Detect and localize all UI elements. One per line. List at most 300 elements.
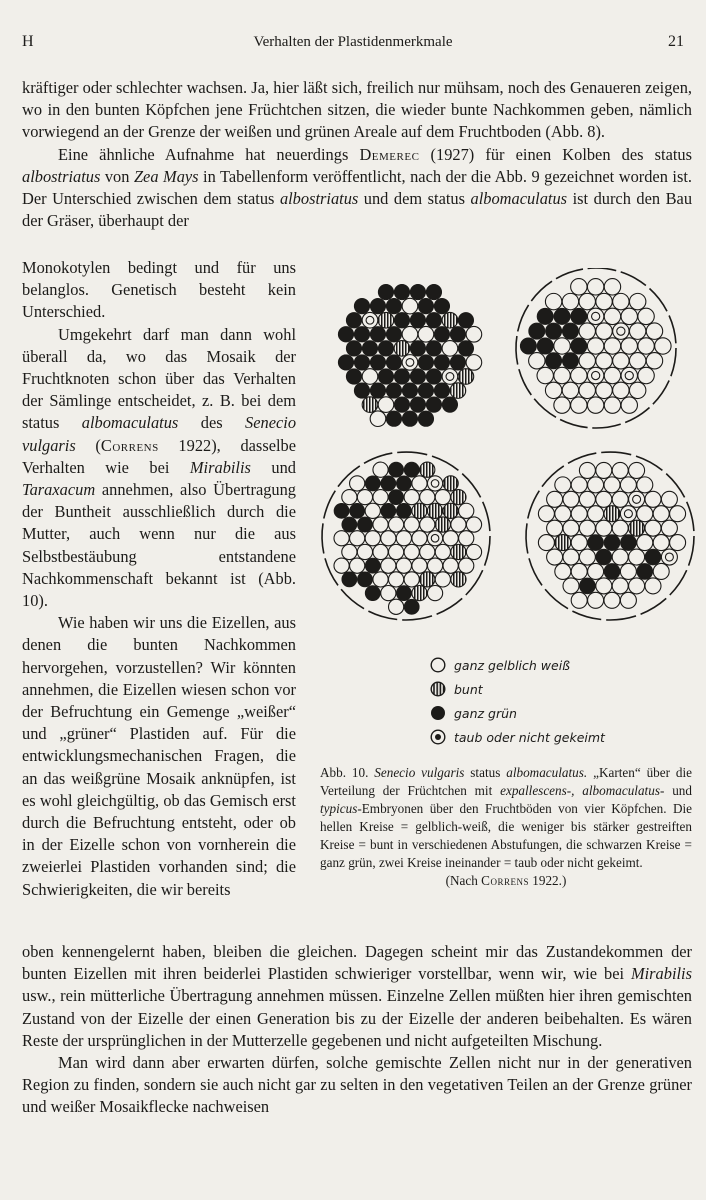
receptacle-map-1-bract [367,275,395,285]
receptacle-map-2-fruit-38 [613,353,629,369]
receptacle-map-1-fruit-22 [402,326,418,342]
running-header [22,33,684,55]
receptacle-map-1-fruit-11 [362,312,378,328]
receptacle-map-2-fruit-3 [545,293,561,309]
receptacle-map-3-fruit-1 [389,462,404,477]
receptacle-map-4-fruit-62 [612,578,628,594]
receptacle-map-4-bract [545,589,568,608]
receptacle-map-4-fruit-6 [588,477,604,493]
receptacle-map-3-fruit-68 [404,572,419,587]
receptacle-map-3-fruit-56 [350,558,365,573]
receptacle-map-4-fruit-13 [596,491,612,507]
receptacle-map-2-fruit-8 [629,293,645,309]
receptacle-map-2-fruit-39 [629,353,645,369]
receptacle-map-2-fruit-26 [554,338,570,354]
receptacle-map-4-fruit-66 [588,592,604,608]
receptacle-map-4-fruit-38 [588,535,604,551]
receptacle-map-2-fruit-25 [537,338,553,354]
receptacle-map-1-fruit-7 [402,298,418,314]
receptacle-map-4-fruit-22 [604,506,620,522]
receptacle-map-4-fruit-3 [629,462,645,478]
receptacle-map-4-fruit-52 [555,563,571,579]
receptacle-map-2-fruit-47 [638,367,654,383]
receptacle-map-1-fruit-16 [442,312,458,328]
receptacle-map-3-fruit-27 [459,503,474,518]
receptacle-map-4-fruit-56 [620,563,636,579]
receptacle-map-1-fruit-25 [450,326,466,342]
receptacle-map-2 [516,268,676,428]
receptacle-map-1-fruit-1 [394,284,410,300]
paragraph-3: Umgekehrt darf man dann wohl überall da, wo das Mosaik der Fruchtknoten schon über das Verhalten der Sämlinge entscheidet, z. B. bei dem status albomaculatus des Senecio vulgaris (Correns 1922), dasselbe Verhalten wie bei Mirabilis und Taraxacum annehmen, also Übertragung der Buntheit ausschließlich durch die Mutter, auch wenn nur die aus Selbstbestäubung entstandene Nachkommenschaft bekannt ist (Abb. 10). [22,324,297,611]
receptacle-map-1-fruit-20 [370,326,386,342]
header-letter: H [22,33,34,50]
receptacle-map-3-fruit-29 [357,517,372,532]
receptacle-map-4-bract [689,536,694,566]
receptacle-map-1-fruit-14 [410,312,426,328]
receptacle-map-2-fruit-15 [638,308,654,324]
receptacle-map-1-fruit-53 [370,383,386,399]
receptacle-map-1-fruit-32 [426,341,442,357]
receptacle-map-1-fruit-68 [418,411,434,427]
receptacle-map-2-fruit-2 [604,279,620,295]
receptacle-map-1-fruit-42 [450,355,466,371]
receptacle-map-3-fruit-77 [389,599,404,614]
author-demerec: Demerec [359,144,420,164]
receptacle-map-1-fruit-48 [410,369,426,385]
receptacle-map-1 [326,274,490,438]
receptacle-map-3-fruit-22 [381,503,396,518]
receptacle-map-4-fruit-34 [661,520,677,536]
receptacle-map-3-fruit-21 [365,503,380,518]
receptacle-map-3 [322,452,490,620]
receptacle-map-3-fruit-14 [389,490,404,505]
receptacle-map-4-fruit-54 [588,563,604,579]
receptacle-map-2-bract [621,272,646,286]
receptacle-map-3-fruit-40 [381,531,396,546]
receptacle-map-1-fruit-57 [434,383,450,399]
receptacle-map-3-fruit-62 [443,558,458,573]
receptacle-map-3-fruit-6 [381,476,396,491]
receptacle-map-2-bract [516,336,518,365]
receptacle-map-4-fruit-20 [571,506,587,522]
open-circle-icon [430,657,446,673]
receptacle-map-3-bract [397,452,427,455]
receptacle-map-1-fruit-29 [378,341,394,357]
receptacle-map-2-fruit-40 [646,353,662,369]
receptacle-map-4-fruit-53 [571,563,587,579]
receptacle-map-4 [526,452,694,620]
receptacle-map-3-fruit-64 [342,572,357,587]
page-number: 21 [668,33,684,50]
receptacle-map-2-bract [669,316,676,344]
receptacle-map-3-fruit-28 [342,517,357,532]
receptacle-map-4-fruit-58 [653,563,669,579]
receptacle-map-1-fruit-35 [338,355,354,371]
receptacle-map-3-bract [402,616,432,620]
legend-row-sterile [430,725,670,749]
receptacle-map-3-bract [437,598,463,614]
receptacle-map-2-fruit-29 [604,338,620,354]
legend-label-sterile: taub oder nicht gekeimt [454,729,605,745]
legend-row-green [430,701,670,725]
receptacle-map-2-fruit-14 [621,308,637,324]
receptacle-map-4-fruit-31 [612,520,628,536]
receptacle-map-1-fruit-64 [442,397,458,413]
receptacle-map-3-fruit-53 [451,544,466,559]
receptacle-map-2-fruit-1 [587,279,603,295]
receptacle-map-3-fruit-44 [443,531,458,546]
receptacle-map-2-fruit-48 [545,382,561,398]
receptacle-map-4-fruit-48 [612,549,628,565]
receptacle-map-4-fruit-36 [555,535,571,551]
receptacle-map-4-fruit-60 [579,578,595,594]
receptacle-map-2-fruit-54 [554,397,570,413]
receptacle-map-1-fruit-59 [362,397,378,413]
receptacle-map-1-fruit-5 [370,298,386,314]
receptacle-map-2-bract [560,420,588,428]
receptacle-map-3-fruit-34 [435,517,450,532]
author-correns: Correns [100,435,159,455]
receptacle-map-2-fruit-19 [579,323,595,339]
receptacle-map-2-bract [588,268,617,271]
receptacle-map-1-fruit-54 [386,383,402,399]
receptacle-map-1-fruit-21 [386,326,402,342]
receptacle-map-3-bract [485,536,490,566]
receptacle-map-4-fruit-35 [538,535,554,551]
receptacle-map-4-fruit-26 [670,506,686,522]
receptacle-map-4-bract [601,452,631,455]
receptacle-map-4-bract [528,491,540,519]
receptacle-map-3-fruit-67 [389,572,404,587]
receptacle-map-3-fruit-59 [396,558,411,573]
receptacle-map-3-fruit-55 [334,558,349,573]
legend-row-variegated [430,677,670,701]
receptacle-map-1-fruit-60 [378,397,394,413]
paragraph-2: Eine ähnliche Aufnahme hat neuerdings Demerec (1927) für einen Kolben des status albostriatus von Zea Mays in Tabellenform veröffentlicht, nach der die Abb. 9 gezeichnet worden ist. Der Unterschied zwischen dem status albostriatus und dem status albomaculatus ist durch den Bau der Gräser, überhaupt der [22,144,693,231]
receptacle-map-1-fruit-27 [346,341,362,357]
filled-circle-icon [430,705,446,721]
receptacle-map-4-fruit-64 [645,578,661,594]
receptacle-map-3-fruit-75 [412,586,427,601]
receptacle-map-4-fruit-40 [620,535,636,551]
receptacle-map-2-fruit-10 [554,308,570,324]
receptacle-map-4-bract [568,453,596,463]
receptacle-map-3-fruit-9 [427,476,442,491]
receptacle-map-4-fruit-23 [620,506,636,522]
receptacle-map-2-fruit-51 [596,382,612,398]
receptacle-map-4-fruit-61 [596,578,612,594]
receptacle-map-3-fruit-5 [365,476,380,491]
receptacle-map-1-fruit-24 [434,326,450,342]
receptacle-map-4-fruit-1 [596,462,612,478]
receptacle-map-3-fruit-33 [420,517,435,532]
receptacle-map-3-fruit-12 [357,490,372,505]
receptacle-map-1-fruit-12 [378,312,394,328]
receptacle-map-2-fruit-41 [537,367,553,383]
receptacle-map-4-fruit-30 [596,520,612,536]
receptacle-map-3-fruit-50 [404,544,419,559]
receptacle-map-3-fruit-74 [396,586,411,601]
left-column-text [22,257,296,901]
receptacle-map-1-bract [371,429,399,437]
receptacle-map-4-fruit-4 [555,477,571,493]
receptacle-map-2-fruit-34 [545,353,561,369]
receptacle-map-1-fruit-6 [386,298,402,314]
receptacle-map-4-fruit-27 [547,520,563,536]
header-title: Verhalten der Plastidenmerkmale [253,34,453,50]
receptacle-map-2-fruit-57 [604,397,620,413]
receptacle-map-4-fruit-49 [629,549,645,565]
receptacle-map-2-bract [556,269,583,279]
receptacle-map-1-fruit-26 [466,326,482,342]
receptacle-map-4-fruit-32 [629,520,645,536]
receptacle-map-2-fruit-49 [562,382,578,398]
receptacle-map-1-bract [399,274,428,277]
receptacle-map-2-fruit-36 [579,353,595,369]
receptacle-map-1-fruit-0 [378,284,394,300]
receptacle-map-3-fruit-69 [420,572,435,587]
receptacle-map-2-fruit-11 [571,308,587,324]
receptacle-map-4-fruit-29 [579,520,595,536]
receptacle-map-3-fruit-45 [459,531,474,546]
receptacle-map-3-fruit-11 [342,490,357,505]
receptacle-map-3-fruit-71 [451,572,466,587]
receptacle-map-1-bract [485,356,490,385]
receptacle-map-2-fruit-20 [596,323,612,339]
receptacle-map-2-fruit-9 [537,308,553,324]
receptacle-map-3-fruit-48 [373,544,388,559]
receptacle-map-4-fruit-12 [579,491,595,507]
receptacle-map-1-bract [329,378,342,405]
receptacle-map-4-bract [641,598,667,614]
receptacle-map-4-fruit-44 [547,549,563,565]
receptacle-map-2-bract [534,399,556,418]
receptacle-map-1-fruit-52 [354,383,370,399]
receptacle-map-1-fruit-45 [362,369,378,385]
receptacle-map-1-fruit-18 [338,326,354,342]
receptacle-map-3-fruit-38 [350,531,365,546]
receptacle-map-4-fruit-7 [604,477,620,493]
paragraph-5: Man wird dann aber erwarten dürfen, solche gemischte Zellen nicht nur in der generativen Region zu finden, sondern sie auch nicht gar zu selten in den vegetativen Teilen an der Grenze grüner und weißer Mosaikflecke nachweisen [22,1053,692,1117]
receptacle-map-1-bract [404,434,433,438]
receptacle-map-3-fruit-61 [427,558,442,573]
receptacle-map-2-fruit-18 [562,323,578,339]
receptacle-map-4-fruit-57 [637,563,653,579]
receptacle-map-2-fruit-30 [621,338,637,354]
receptacle-map-4-fruit-46 [579,549,595,565]
receptacle-map-3-fruit-36 [466,517,481,532]
receptacle-map-2-bract [592,424,620,428]
receptacle-map-2-fruit-16 [529,323,545,339]
receptacle-map-1-bract [326,344,328,373]
receptacle-map-1-fruit-9 [434,298,450,314]
receptacle-map-4-fruit-68 [620,592,636,608]
receptacle-map-4-fruit-21 [588,506,604,522]
receptacle-map-1-fruit-44 [346,369,362,385]
striped-circle-icon [430,681,446,697]
receptacle-map-3-fruit-37 [334,531,349,546]
receptacle-map-3-fruit-66 [373,572,388,587]
receptacle-map-3-fruit-49 [389,544,404,559]
receptacle-map-4-fruit-9 [637,477,653,493]
receptacle-map-1-fruit-34 [458,341,474,357]
receptacle-map-4-fruit-8 [620,477,636,493]
receptacle-map-1-fruit-36 [354,355,370,371]
receptacle-map-1-fruit-23 [418,326,434,342]
receptacle-map-3-fruit-18 [451,490,466,505]
receptacle-map-4-fruit-17 [661,491,677,507]
receptacle-map-1-fruit-15 [426,312,442,328]
receptacle-map-4-fruit-39 [604,535,620,551]
receptacle-map-2-fruit-31 [638,338,654,354]
receptacle-map-2-fruit-55 [571,397,587,413]
receptacle-map-1-fruit-13 [394,312,410,328]
receptacle-map-2-fruit-50 [579,382,595,398]
receptacle-map-1-fruit-49 [426,369,442,385]
receptacle-map-1-fruit-19 [354,326,370,342]
receptacle-map-3-fruit-23 [396,503,411,518]
receptacle-map-1-fruit-17 [458,312,474,328]
receptacle-map-4-fruit-18 [538,506,554,522]
paragraph-2-end: Monokotylen bedingt und für uns belanglos. Genetisch besteht kein Unterschied. [22,258,296,322]
receptacle-map-3-bract [466,570,483,595]
receptacle-map-4-fruit-42 [653,535,669,551]
receptacle-map-3-fruit-20 [350,503,365,518]
receptacle-map-1-fruit-56 [418,383,434,399]
receptacle-map-1-fruit-50 [442,369,458,385]
receptacle-map-4-fruit-50 [645,549,661,565]
receptacle-map-3-fruit-51 [420,544,435,559]
receptacle-map-4-fruit-59 [563,578,579,594]
receptacle-map-2-fruit-24 [520,338,536,354]
receptacle-map-1-fruit-46 [378,369,394,385]
receptacle-map-3-fruit-65 [357,572,372,587]
receptacle-map-2-fruit-23 [646,323,662,339]
receptacle-map-2-fruit-46 [621,367,637,383]
receptacle-map-3-fruit-57 [365,558,380,573]
receptacle-map-4-fruit-45 [563,549,579,565]
receptacle-map-4-fruit-37 [571,535,587,551]
receptacle-map-3-fruit-8 [412,476,427,491]
receptacle-map-1-fruit-2 [410,284,426,300]
receptacle-map-4-fruit-28 [563,520,579,536]
receptacle-map-4-fruit-25 [653,506,669,522]
receptacle-map-4-bract [606,616,636,620]
receptacle-map-3-fruit-19 [334,503,349,518]
receptacle-map-3-fruit-30 [373,517,388,532]
receptacle-map-2-fruit-22 [629,323,645,339]
receptacle-map-4-fruit-15 [629,491,645,507]
receptacle-map-2-fruit-28 [587,338,603,354]
receptacle-map-1-fruit-41 [434,355,450,371]
receptacle-map-3-fruit-15 [404,490,419,505]
receptacle-map-3-fruit-24 [412,503,427,518]
receptacle-map-2-fruit-44 [587,367,603,383]
receptacle-map-4-bract [529,558,542,585]
receptacle-map-4-fruit-19 [555,506,571,522]
receptacle-map-3-fruit-60 [412,558,427,573]
receptacle-map-3-fruit-41 [396,531,411,546]
receptacle-map-2-fruit-42 [554,367,570,383]
receptacle-map-2-bract [519,369,531,395]
receptacle-map-3-fruit-42 [412,531,427,546]
receptacle-map-4-fruit-47 [596,549,612,565]
receptacle-map-3-fruit-13 [373,490,388,505]
receptacle-map-1-fruit-55 [402,383,418,399]
receptacle-map-4-fruit-51 [661,549,677,565]
receptacle-map-2-bract [653,381,669,405]
top-text-block [22,77,692,232]
legend-label-green: ganz grün [454,705,517,721]
receptacle-map-1-fruit-40 [418,355,434,371]
receptacle-map-3-fruit-73 [381,586,396,601]
receptacle-map-3-bract [432,456,458,470]
receptacle-map-1-fruit-30 [394,341,410,357]
receptacle-map-1-fruit-4 [354,298,370,314]
receptacle-map-2-fruit-6 [596,293,612,309]
receptacle-map-4-bract [526,523,528,553]
receptacle-map-2-fruit-58 [621,397,637,413]
receptacle-map-3-bract [322,523,324,553]
receptacle-map-4-fruit-41 [637,535,653,551]
receptacle-map-1-fruit-37 [370,355,386,371]
receptacle-map-4-fruit-11 [563,491,579,507]
receptacle-map-1-fruit-3 [426,284,442,300]
receptacle-map-2-fruit-13 [604,308,620,324]
receptacle-map-4-bract [670,570,687,595]
caption-label: Abb. 10. [320,765,369,780]
receptacle-map-3-fruit-32 [404,517,419,532]
receptacle-map-1-fruit-66 [386,411,402,427]
receptacle-map-3-fruit-63 [459,558,474,573]
receptacle-map-3-fruit-78 [404,599,419,614]
figure-caption: Abb. 10. Senecio vulgaris status albomaculatus. „Karten“ über die Verteilung der Früchtchen mit expallescens-, albomaculatus- und typicus-Embryonen über den Fruchtböden von vier Köpfchen. Die hellen Kreise = gelblich-weiß, die weniger bis stärker gestreiften Kreise = bunt in verschiedenen Abstufungen, die schwarzen Kreise = ganz grün, zwei Kreise ineinander = taub oder nicht gekeimt. (Nach Correns 1922.) [320,765,692,888]
receptacle-map-4-fruit-33 [645,520,661,536]
receptacle-map-3-fruit-35 [451,517,466,532]
figure-10-receptacle-maps [318,268,698,640]
receptacle-map-4-fruit-16 [645,491,661,507]
legend-row-white [430,653,670,677]
receptacle-map-3-bract [364,453,392,463]
receptacle-map-3-fruit-39 [365,531,380,546]
receptacle-map-3-fruit-46 [342,544,357,559]
receptacle-map-2-fruit-37 [596,353,612,369]
receptacle-map-1-bract [328,312,339,339]
receptacle-map-2-fruit-5 [579,293,595,309]
receptacle-map-3-fruit-2 [404,462,419,477]
receptacle-map-2-fruit-45 [604,367,620,383]
receptacle-map-3-fruit-43 [427,531,442,546]
receptacle-map-1-fruit-28 [362,341,378,357]
receptacle-map-3-fruit-25 [427,503,442,518]
receptacle-map-2-fruit-56 [587,397,603,413]
double-circle-icon [430,729,446,745]
receptacle-map-2-fruit-52 [613,382,629,398]
receptacle-map-3-fruit-54 [466,544,481,559]
receptacle-map-3-fruit-7 [396,476,411,491]
receptacle-map-3-fruit-76 [427,586,442,601]
receptacle-map-3-fruit-31 [389,517,404,532]
receptacle-map-4-fruit-2 [612,462,628,478]
receptacle-map-2-fruit-53 [629,382,645,398]
receptacle-map-1-fruit-47 [394,369,410,385]
receptacle-map-3-fruit-4 [350,476,365,491]
receptacle-map-1-fruit-67 [402,411,418,427]
receptacle-map-1-fruit-43 [466,355,482,371]
receptacle-map-2-fruit-4 [562,293,578,309]
receptacle-map-4-fruit-63 [629,578,645,594]
receptacle-map-4-fruit-0 [579,462,595,478]
